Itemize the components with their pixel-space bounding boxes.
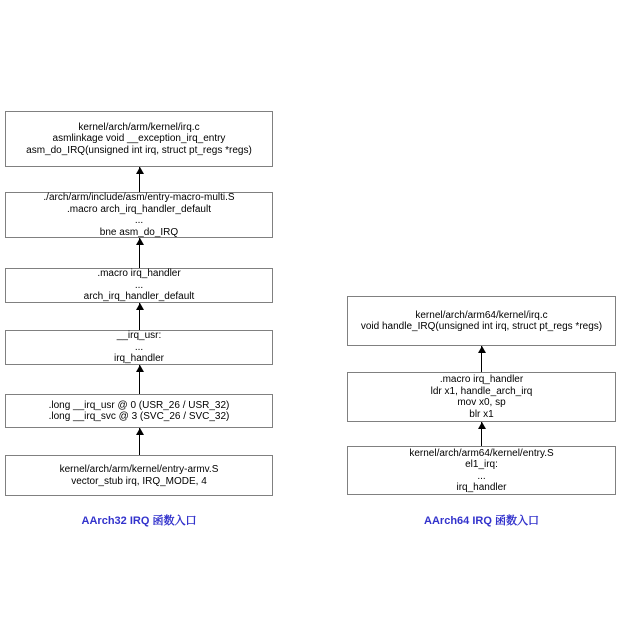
- arrow-up-connector: [139, 365, 140, 394]
- box-text-line: ...: [134, 215, 144, 226]
- box-text-line: .macro irq_handler: [97, 268, 181, 280]
- arrow-up-connector: [139, 238, 140, 268]
- box-text-line: kernel/arch/arm/kernel/irq.c: [78, 121, 200, 133]
- box-text-line: ./arch/arm/include/asm/entry-macro-multi.S: [43, 192, 235, 203]
- aarch32-box-irq-usr: [5, 330, 273, 365]
- box-text-line: irq_handler: [456, 482, 507, 493]
- box-text-line: asm_do_IRQ(unsigned int irq, struct pt_regs *regs): [26, 144, 252, 156]
- box-text-line: blr x1: [469, 408, 494, 420]
- box-text-line: ...: [134, 279, 144, 291]
- box-text-line: bne asm_do_IRQ: [99, 226, 179, 238]
- box-text-line: ...: [134, 341, 144, 353]
- arrow-up-connector: [139, 303, 140, 330]
- box-text-line: el1_irq:: [465, 459, 498, 470]
- aarch32-box-macro-irq-handler: [5, 268, 273, 303]
- box-text-line: kernel/arch/arm64/kernel/entry.S: [409, 447, 554, 459]
- box-text-line: ...: [477, 470, 486, 482]
- box-text-line: .macro irq_handler: [439, 374, 524, 385]
- aarch64-box-macro-irq-handler: [347, 372, 616, 422]
- box-text-line: ldr x1, handle_arch_irq: [430, 385, 533, 397]
- box-text-line: .macro arch_irq_handler_default: [67, 203, 211, 215]
- box-text-line: asmlinkage void __exception_irq_entry: [52, 133, 226, 145]
- box-text-line: kernel/arch/arm/kernel/entry-armv.S: [59, 464, 219, 475]
- aarch32-box-vector-table: [5, 394, 273, 428]
- box-text-line: __irq_usr:: [116, 330, 162, 342]
- box-text-line: irq_handler: [113, 353, 165, 365]
- box-text-line: .long __irq_svc @ 3 (SVC_26 / SVC_32): [48, 411, 230, 422]
- box-text-line: arch_irq_handler_default: [83, 291, 195, 303]
- aarch32-box-entry-macro-multi: [5, 192, 273, 238]
- aarch32-box-asm-do-irq: [5, 111, 273, 167]
- arrow-up-connector: [139, 167, 140, 192]
- aarch64-box-handle-irq: [347, 296, 616, 346]
- box-text-line: .long __irq_usr @ 0 (USR_26 / USR_32): [48, 399, 230, 411]
- arrow-up-connector: [481, 422, 482, 446]
- aarch64-caption: AArch64 IRQ 函数入口: [424, 515, 539, 527]
- aarch64-box-entry-s: [347, 446, 616, 495]
- aarch32-caption: AArch32 IRQ 函数入口: [81, 515, 197, 527]
- box-text-line: vector_stub irq, IRQ_MODE, 4: [71, 475, 207, 487]
- box-text-line: void handle_IRQ(unsigned int irq, struct pt_regs *regs): [360, 321, 603, 332]
- box-text-line: kernel/arch/arm64/kernel/irq.c: [415, 309, 548, 321]
- arrow-up-connector: [139, 428, 140, 455]
- arrow-up-connector: [481, 346, 482, 372]
- box-text-line: mov x0, sp: [457, 397, 506, 408]
- aarch32-box-entry-armv: [5, 455, 273, 496]
